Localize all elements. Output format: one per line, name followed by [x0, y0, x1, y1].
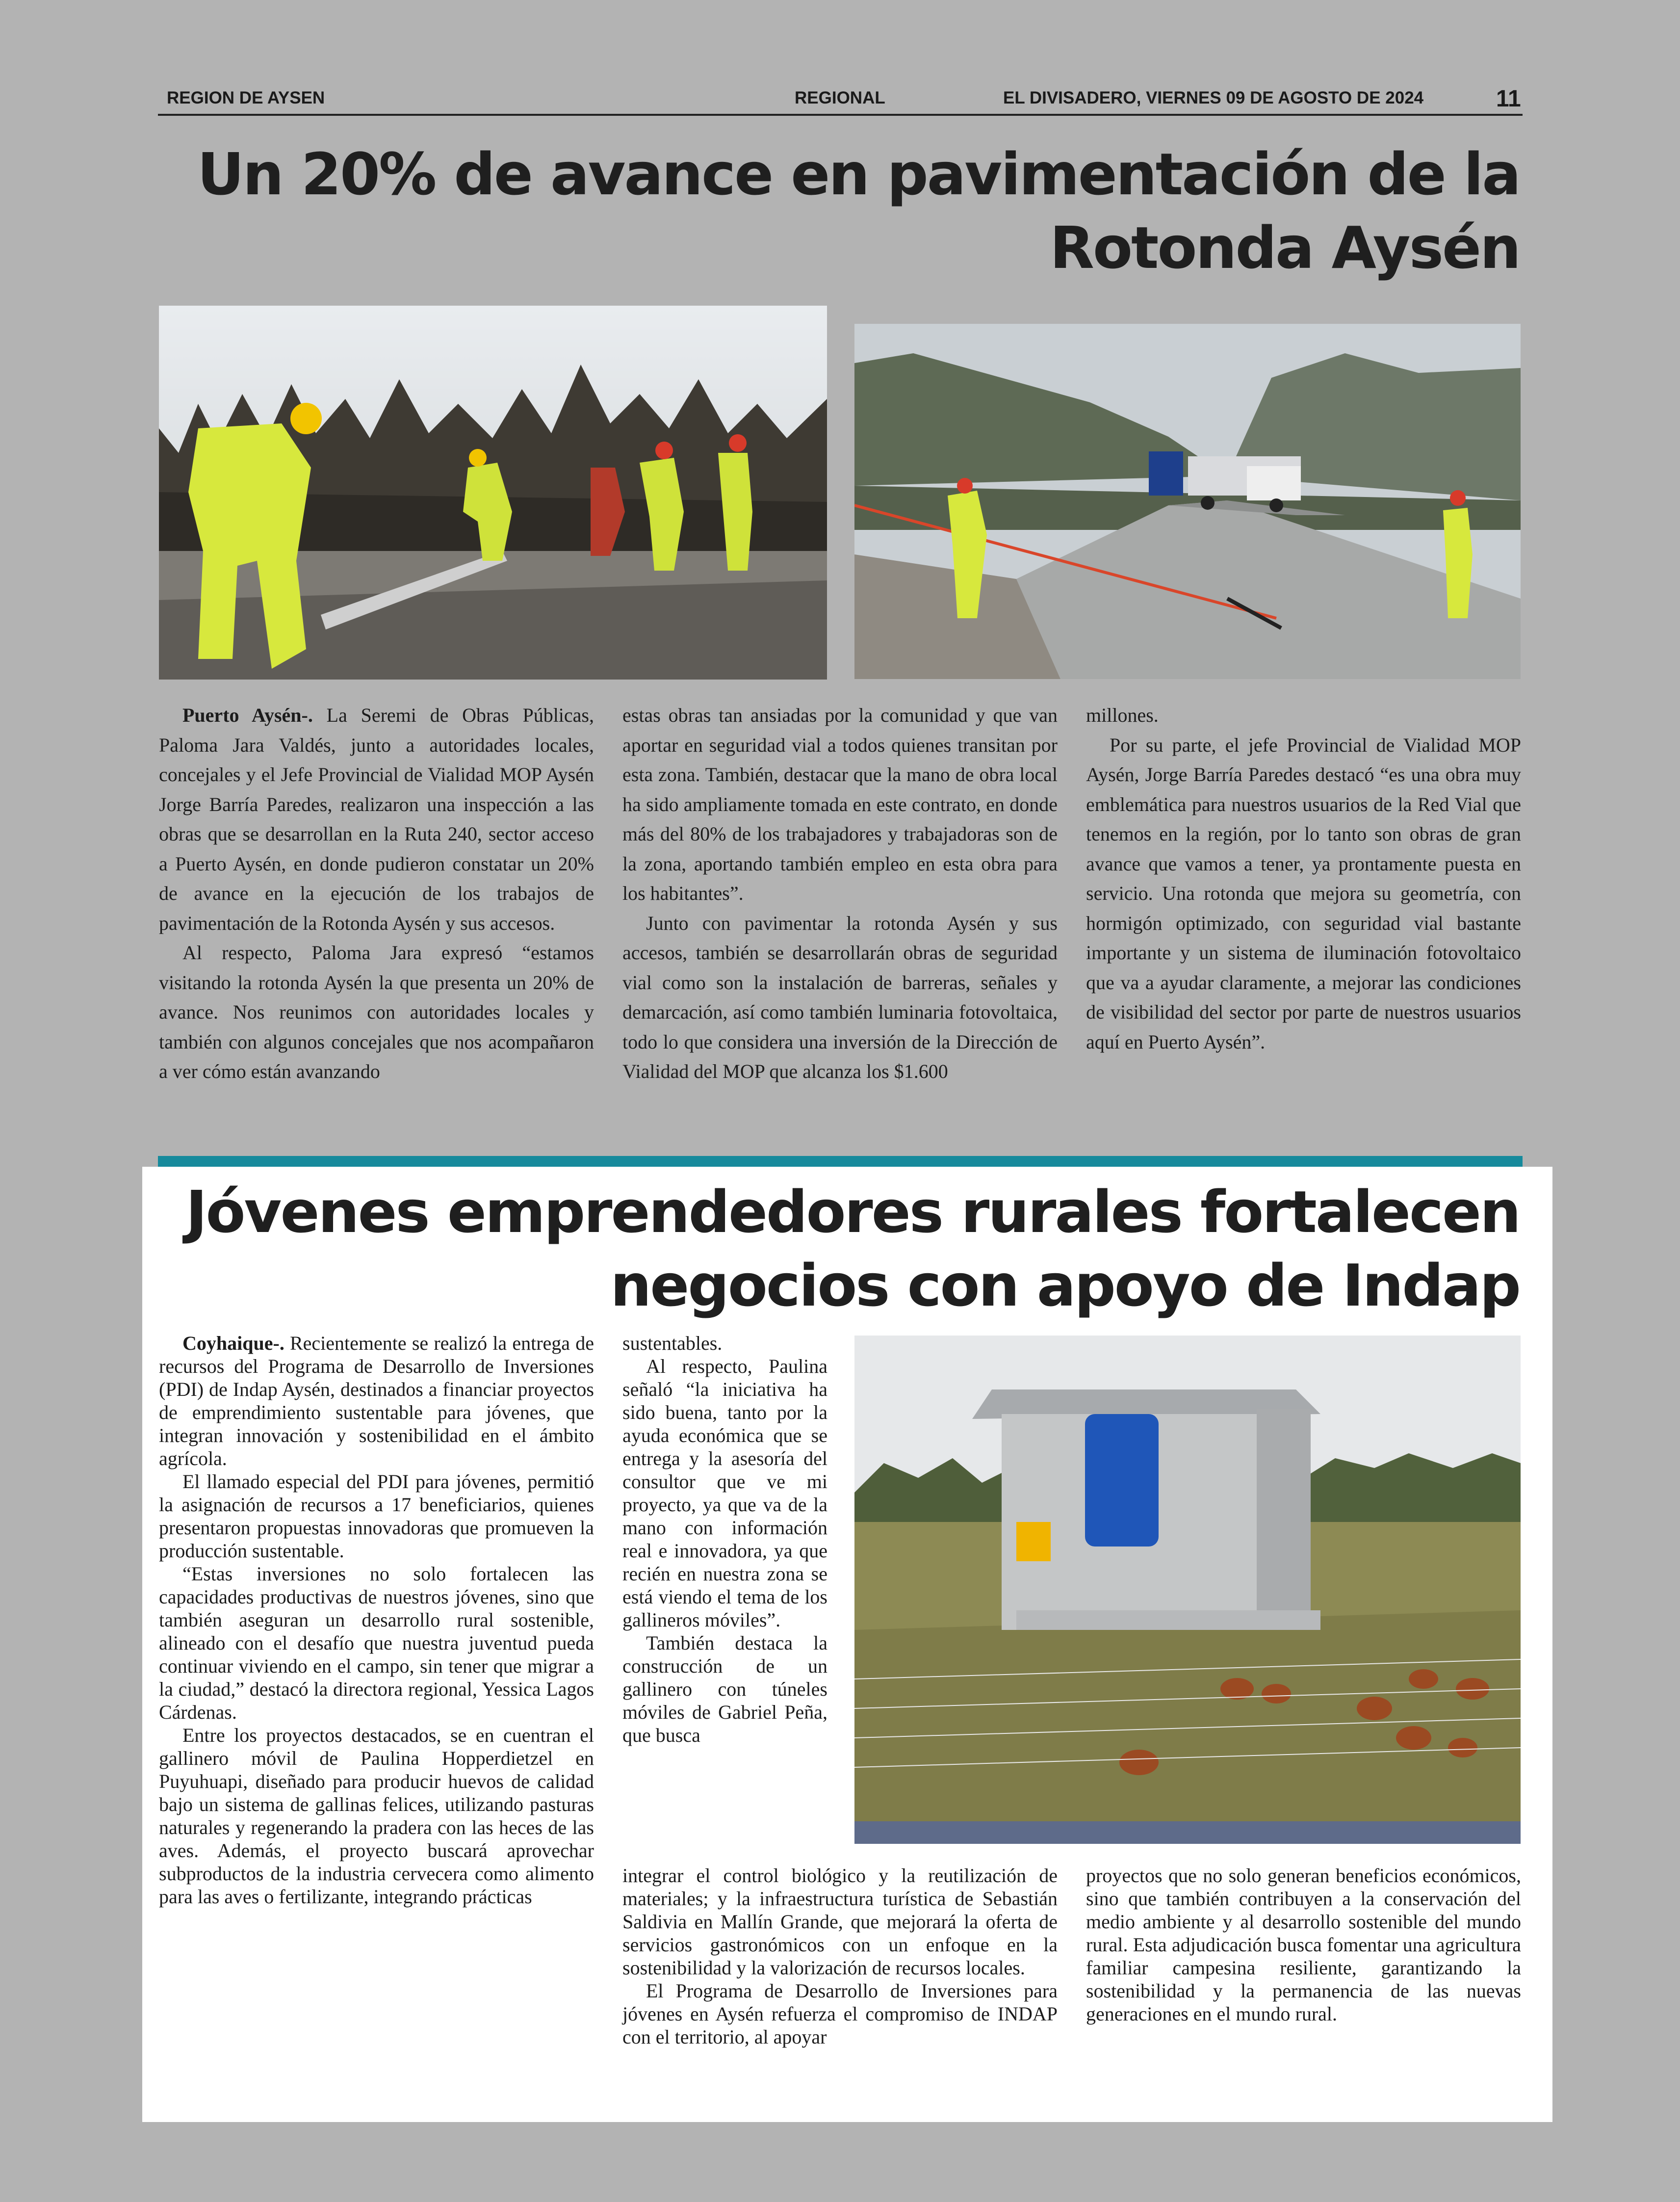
- article1-headline: Un 20% de avance en pavimentación de la Rotonda Aysén: [197, 140, 1520, 282]
- article2-column-2-wide: integrar el control biológico y la reutilización de materiales; y la infraestructura turística de Sebastián Saldivia en Mallín Grande, que mejorará la oferta de servicios gastronómicos con un enfoque en la sostenibilidad y la valorización de recursos locales. El Programa de Desarrollo de Inversiones para jóvenes en Aysén refuerza el compromiso de INDAP con el territorio, al apoyar: [622, 1864, 1058, 2048]
- article2-headline: Jóvenes emprendedores rurales fortalecen negocios con apoyo de Indap: [185, 1178, 1520, 1319]
- concrete-road-photo: [854, 324, 1521, 679]
- section-category: REGIONAL: [795, 88, 885, 107]
- section-label: REGION DE AYSEN: [167, 88, 325, 107]
- chicken-coop-photo: [854, 1336, 1521, 1844]
- article1-column-1: Puerto Aysén-. La Seremi de Obras Públicas, Paloma Jara Valdés, junto a autoridades locales, concejales y el Jefe Provincial de Vialidad MOP Aysén Jorge Barría Paredes, realizaron una inspección a las obras que se desarrollan en la Ruta 240, sector acceso a Puerto Aysén, en donde pudieron constatar un 20% de avance en la ejecución de los trabajos de pavimentación de la Rotonda Aysén y sus accesos. Al respecto, Paloma Jara expresó “estamos visitando la rotonda Aysén la que presenta un 20% de avance. Nos reunimos con autoridades locales y también con algunos concejales que nos acompañaron a ver cómo están avanzando: [159, 704, 594, 1082]
- dateline: EL DIVISADERO, VIERNES 09 DE AGOSTO DE 2024: [1003, 88, 1424, 107]
- section-divider-bar: [158, 1156, 1523, 1167]
- article2-column-2-narrow: sustentables. Al respecto, Paulina señaló “la iniciativa ha sido buena, tanto por la ayuda económica que se entrega y la asesoría del consultor que ve mi proyecto, ya que va de la mano con información real e innovadora, ya que recién en nuestra zona se está viendo el tema de los gallineros móviles”. También destaca la construcción de un gallinero con túneles móviles de Gabriel Peña, que busca: [622, 1332, 827, 1746]
- article1-column-3: millones. Por su parte, el jefe Provincial de Vialidad MOP Aysén, Jorge Barría Paredes destacó “es una obra muy emblemática para nuestros usuarios de la Red Vial que tenemos en la región, por lo tanto son obras de gran avance que vamos a tener, ya prontamente puesta en servicio. Una rotonda que mejora su geometría, con hormigón optimizado, con seguridad vial bastante importante y un sistema de iluminación fotovoltaico que va a ayudar claramente, a mejorar las condiciones de visibilidad del sector por parte de nuestros usuarios aquí en Puerto Aysén”.: [1086, 704, 1521, 1053]
- article2-column-1: Coyhaique-. Recientemente se realizó la entrega de recursos del Programa de Desarrollo de Inversiones (PDI) de Indap Aysén, destinados a financiar proyectos de emprendimiento sustentable para jóvenes, que integran innovación y sostenibilidad en el ámbito agrícola. El llamado especial del PDI para jóvenes, permitió la asignación de recursos a 17 beneficiarios, quienes presentaron propuestas innovadoras que promueven la producción sustentable. “Estas inversiones no solo fortalecen las capacidades productivas de nuestros jóvenes, sino que también aseguran un desarrollo rural sostenible, alineado con el desafío que nuestra juventud pueda continuar viviendo en el campo, sin tener que migrar a la ciudad,” destacó la directora regional, Yessica Lagos Cárdenas. Entre los proyectos destacados, se en cuentran el gallinero móvil de Paulina Hopperdietzel en Puyuhuapi, diseñado para producir huevos de calidad bajo un sistema de gallinas felices, utilizando pasturas naturales y regenerando la pradera con las heces de las aves. Además, el proyecto buscará aprovechar subproductos de la industria cervecera como alimento para las aves o fertilizante, integrando prácticas: [159, 1332, 594, 1908]
- article2-column-3: proyectos que no solo generan beneficios económicos, sino que también contribuyen a la conservación del medio ambiente y al desarrollo sostenible del mundo rural. Esta adjudicación busca fomentar una agricultura familiar campesina resiliente, garantizando la sostenibilidad y la permanencia de las nuevas generaciones en el mundo rural.: [1086, 1864, 1521, 2025]
- workers-paving-photo: [159, 306, 827, 680]
- header-rule: [158, 114, 1523, 116]
- page-number: 11: [1496, 86, 1521, 112]
- article1-column-2: estas obras tan ansiadas por la comunidad y que van aportar en seguridad vial a todos quienes transitan por esta zona. También, destacar que la mano de obra local ha sido ampliamente tomada en este contrato, en donde más del 80% de los trabajadores y trabajadoras son de la zona, aportando también empleo en esta obra para los habitantes”. Junto con pavimentar la rotonda Aysén y sus accesos, también se desarrollarán obras de seguridad vial como son la instalación de barreras, señales y demarcación, así como también luminaria fotovoltaica, todo lo que considera una inversión de la Dirección de Vialidad del MOP que alcanza los $1.600: [622, 704, 1058, 1082]
